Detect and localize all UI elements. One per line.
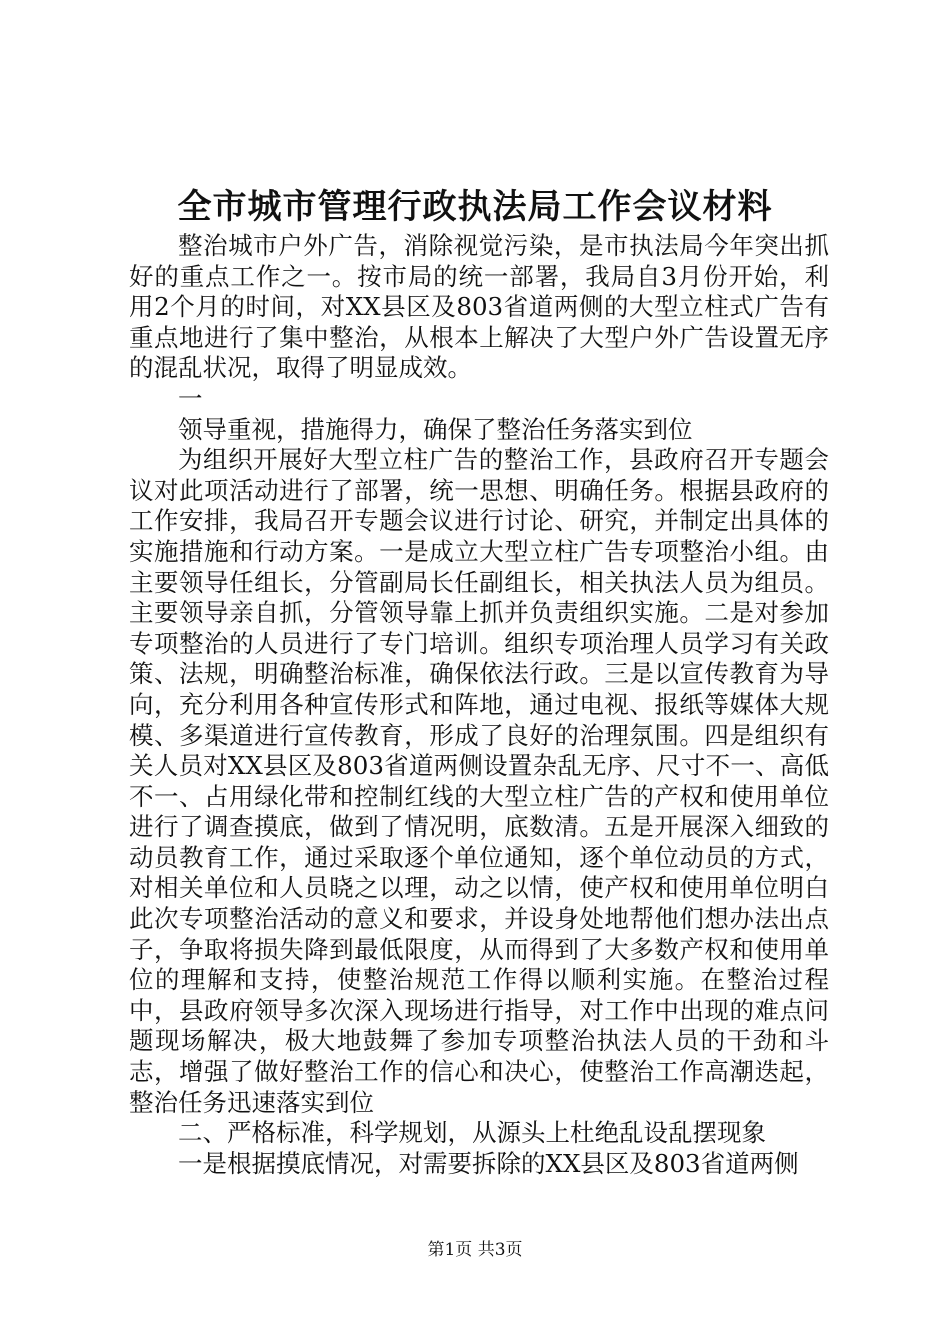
section-heading-one: 领导重视，措施得力，确保了整治任务落实到位 — [178, 414, 693, 444]
document-body — [129, 231, 829, 1179]
page-number-footer: 第1页 共3页 — [427, 1240, 523, 1260]
document-title: 全市城市管理行政执法局工作会议材料 — [177, 187, 773, 227]
paragraph-intro: 整治城市户外广告，消除视觉污染，是市执法局今年突出抓好的重点工作之一。按市局的统一部署，我局自3月份开始，利用2个月的时间，对XX县区及803省道两侧的大型立柱式广告有重点地进行了集中整治，从根本上解决了大型户外广告设置无序的混乱状况，取得了明显成效。 — [129, 231, 829, 383]
paragraph-section-one: 为组织开展好大型立柱广告的整治工作，县政府召开专题会议对此项活动进行了部署，统一思想、明确任务。根据县政府的工作安排，我局召开专题会议进行讨论、研究，并制定出具体的实施措施和行动方案。一是成立大型立柱广告专项整治小组。由主要领导任组长，分管副局长任副组长，相关执法人员为组员。主要领导亲自抓，分管领导靠上抓并负责组织实施。二是对参加专项整治的人员进行了专门培训。组织专项治理人员学习有关政策、法规，明确整治标准，确保依法行政。三是以宣传教育为导向，充分利用各种宣传形式和阵地，通过电视、报纸等媒体大规模、多渠道进行宣传教育，形成了良好的治理氛围。四是组织有关人员对XX县区及803省道两侧设置杂乱无序、尺寸不一、高低不一、占用绿化带和控制红线的大型立柱广告的产权和使用单位进行了调查摸底，做到了情况明，底数清。五是开展深入细致的动员教育工作，通过采取逐个单位通知，逐个单位动员的方式，对相关单位和人员晓之以理，动之以情，使产权和使用单位明白此次专项整治活动的意义和要求，并设身处地帮他们想办法出点子，争取将损失降到最低限度，从而得到了大多数产权和使用单位的理解和支持，使整治规范工作得以顺利实施。在整治过程中，县政府领导多次深入现场进行指导，对工作中出现的难点问题现场解决，极大地鼓舞了参加专项整治执法人员的干劲和斗志，增强了做好整治工作的信心和决心，使整治工作高潮迭起，整治任务迅速落实到位 — [129, 445, 829, 1117]
section-heading-two: 二、严格标准，科学规划，从源头上杜绝乱设乱摆现象 — [178, 1118, 766, 1148]
section-number-one: 一 — [178, 383, 203, 413]
paragraph-section-two: 一是根据摸底情况，对需要拆除的XX县区及803省道两侧 — [178, 1148, 799, 1178]
